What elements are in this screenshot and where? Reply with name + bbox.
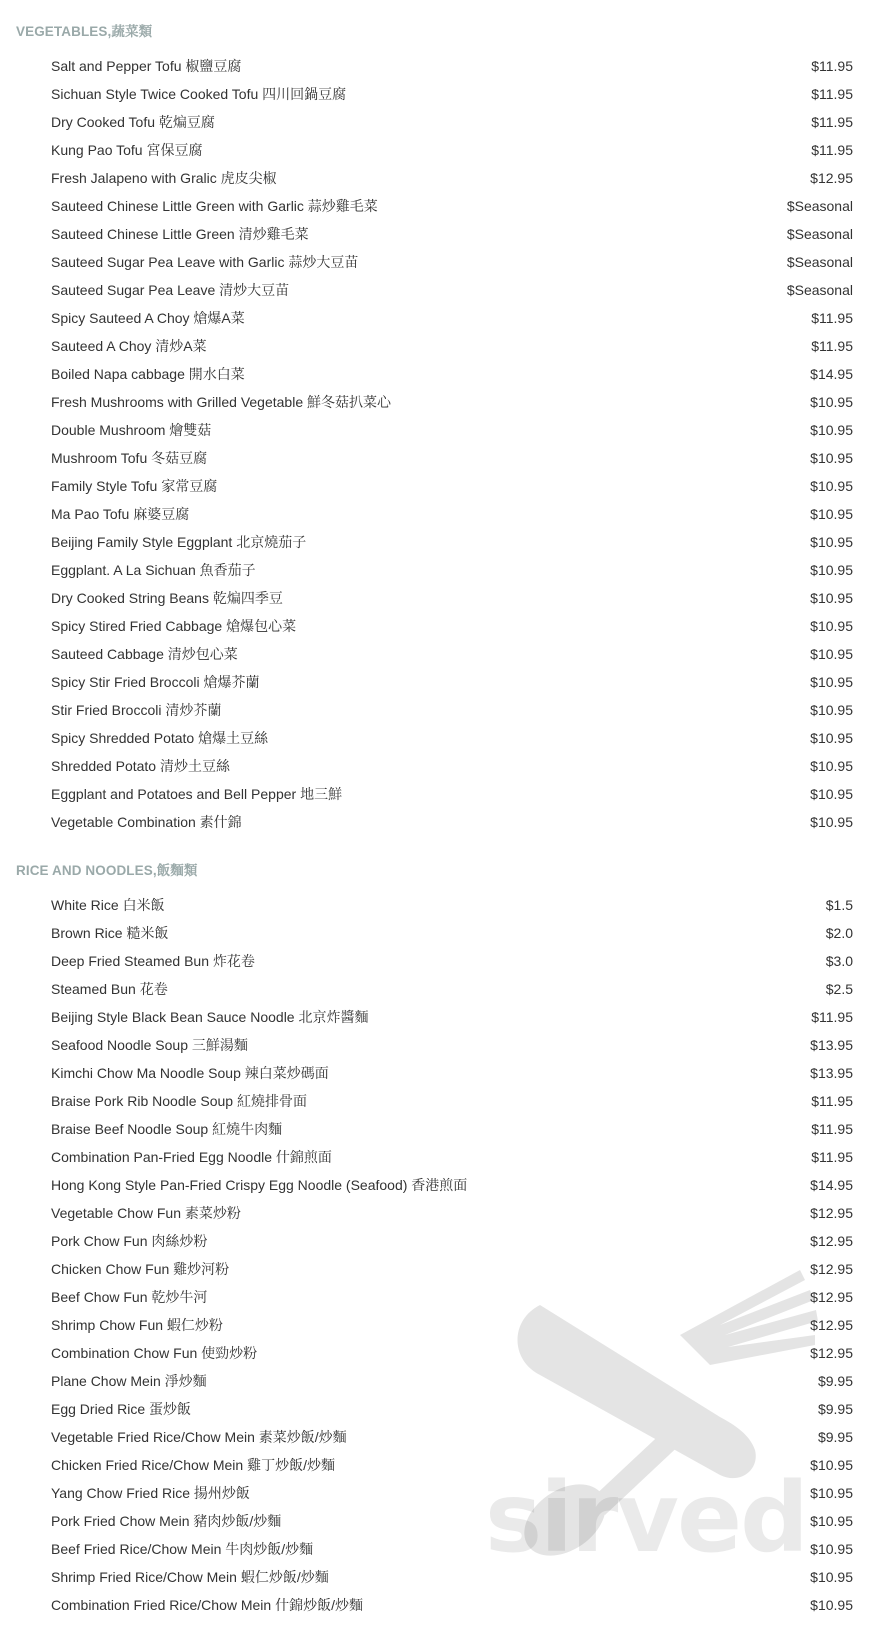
menu-item <box>0 1227 875 1255</box>
menu-item-name: Double Mushroom 燴雙菇 <box>51 422 212 438</box>
menu-item-name: Sauteed Sugar Pea Leave 清炒大豆苗 <box>51 282 290 298</box>
menu-item-price: $10.95 <box>810 674 853 690</box>
menu-item-name: Steamed Bun 花卷 <box>51 981 168 997</box>
menu-item-name: Plane Chow Mein 淨炒麵 <box>51 1373 207 1389</box>
menu-item-price: $10.95 <box>810 562 853 578</box>
menu-item <box>0 1143 875 1171</box>
menu-item-name: Beef Chow Fun 乾炒牛河 <box>51 1289 208 1305</box>
menu-item <box>0 388 875 416</box>
menu-item-name: Sichuan Style Twice Cooked Tofu 四川回鍋豆腐 <box>51 86 347 102</box>
menu-item <box>0 1339 875 1367</box>
menu-item <box>0 640 875 668</box>
menu-item <box>0 416 875 444</box>
menu-item <box>0 556 875 584</box>
menu-item-price: $12.95 <box>810 1317 853 1333</box>
menu-item <box>0 472 875 500</box>
menu-item-name: Spicy Stired Fried Cabbage 熗爆包心菜 <box>51 618 297 634</box>
menu-item <box>0 696 875 724</box>
menu-item <box>0 1591 875 1619</box>
menu-item <box>0 752 875 780</box>
menu-item-price: $10.95 <box>810 814 853 830</box>
menu-item <box>0 276 875 304</box>
menu-item-price: $13.95 <box>810 1037 853 1053</box>
menu-item-name: Braise Pork Rib Noodle Soup 紅燒排骨面 <box>51 1093 307 1109</box>
menu-item-price: $11.95 <box>811 142 853 158</box>
menu-item-price: $Seasonal <box>786 254 853 270</box>
menu-item <box>0 248 875 276</box>
menu-item <box>0 808 875 836</box>
menu-item-price: $10.95 <box>810 618 853 634</box>
menu-item-name: Spicy Stir Fried Broccoli 熗爆芥蘭 <box>51 674 260 690</box>
menu-item-name: Brown Rice 糙米飯 <box>51 925 169 941</box>
menu-item <box>0 164 875 192</box>
menu-item-name: Sauteed Chinese Little Green with Garlic 蒜炒雞毛菜 <box>51 198 378 214</box>
menu-item-name: Sauteed Cabbage 清炒包心菜 <box>51 646 238 662</box>
menu-item <box>0 947 875 975</box>
menu-item <box>0 919 875 947</box>
menu-item-price: $2.0 <box>825 925 853 941</box>
menu-item <box>0 220 875 248</box>
menu-item <box>0 332 875 360</box>
menu-item-name: Eggplant and Potatoes and Bell Pepper 地三鮮 <box>51 786 343 802</box>
menu-item <box>0 1479 875 1507</box>
menu-item <box>0 1003 875 1031</box>
menu-item <box>0 1059 875 1087</box>
menu-item-name: Sauteed Chinese Little Green 清炒雞毛菜 <box>51 226 309 242</box>
menu-item-name: Kung Pao Tofu 宮保豆腐 <box>51 142 203 158</box>
menu-item-price: $10.95 <box>810 702 853 718</box>
menu-item-price: $9.95 <box>817 1401 853 1417</box>
menu-item <box>0 500 875 528</box>
menu-item <box>0 612 875 640</box>
menu-item <box>0 584 875 612</box>
menu-item <box>0 136 875 164</box>
menu-item-name: Boiled Napa cabbage 開水白菜 <box>51 366 245 382</box>
menu-item-name: Combination Fried Rice/Chow Mein 什錦炒飯/炒麵 <box>51 1597 363 1613</box>
menu-item <box>0 1031 875 1059</box>
menu-item-name: Sauteed A Choy 清炒A菜 <box>51 338 207 354</box>
menu-item-name: Combination Pan-Fried Egg Noodle 什錦煎面 <box>51 1149 332 1165</box>
menu-item-price: $10.95 <box>810 394 853 410</box>
menu-item-price: $9.95 <box>817 1429 853 1445</box>
menu-item-name: Pork Fried Chow Mein 豬肉炒飯/炒麵 <box>51 1513 282 1529</box>
menu-item-price: $12.95 <box>810 1233 853 1249</box>
menu-item-name: Yang Chow Fried Rice 揚州炒飯 <box>51 1485 250 1501</box>
menu-item-name: Shrimp Fried Rice/Chow Mein 蝦仁炒飯/炒麵 <box>51 1569 329 1585</box>
menu-item <box>0 1311 875 1339</box>
menu-item-name: Eggplant. A La Sichuan 魚香茄子 <box>51 562 256 578</box>
menu-item-price: $10.95 <box>810 478 853 494</box>
menu-item-name: Dry Cooked String Beans 乾煸四季豆 <box>51 590 283 606</box>
menu-item-name: Shredded Potato 清炒土豆絲 <box>51 758 230 774</box>
menu-item-price: $1.5 <box>825 897 853 913</box>
menu-item-price: $10.95 <box>810 1457 853 1473</box>
menu-item-price: $11.95 <box>811 1009 853 1025</box>
menu-item-name: Beijing Style Black Bean Sauce Noodle 北京炸醬麵 <box>51 1009 369 1025</box>
menu-item-name: Family Style Tofu 家常豆腐 <box>51 478 218 494</box>
menu-item-name: Spicy Sauteed A Choy 熗爆A菜 <box>51 310 245 326</box>
menu-item <box>0 108 875 136</box>
menu-item <box>0 360 875 388</box>
menu-item-price: $11.95 <box>811 1121 853 1137</box>
menu-item <box>0 724 875 752</box>
menu-item-price: $10.95 <box>810 1569 853 1585</box>
menu-item-name: Spicy Shredded Potato 熗爆土豆絲 <box>51 730 269 746</box>
menu-item-name: Braise Beef Noodle Soup 紅燒牛肉麵 <box>51 1121 283 1137</box>
menu-item <box>0 80 875 108</box>
menu-item-price: $10.95 <box>810 534 853 550</box>
menu-item-price: $11.95 <box>811 1149 853 1165</box>
menu-item-name: White Rice 白米飯 <box>51 897 165 913</box>
menu-item-name: Pork Chow Fun 肉絲炒粉 <box>51 1233 208 1249</box>
menu-item <box>0 528 875 556</box>
menu-item-price: $10.95 <box>810 422 853 438</box>
section-items <box>0 52 875 836</box>
menu-item-name: Mushroom Tofu 冬菇豆腐 <box>51 450 208 466</box>
menu-item <box>0 891 875 919</box>
menu-item-price: $10.95 <box>810 1597 853 1613</box>
menu-item-price: $12.95 <box>810 1261 853 1277</box>
menu-item <box>0 1255 875 1283</box>
menu-item-name: Vegetable Fried Rice/Chow Mein 素菜炒飯/炒麵 <box>51 1429 347 1445</box>
menu-item-price: $12.95 <box>810 1205 853 1221</box>
menu-item <box>0 1283 875 1311</box>
menu-item-price: $10.95 <box>810 450 853 466</box>
menu-item-price: $11.95 <box>811 114 853 130</box>
menu-item-price: $2.5 <box>825 981 853 997</box>
menu-item-price: $11.95 <box>811 86 853 102</box>
watermark-text: sirved <box>485 1462 807 1574</box>
menu-item-name: Fresh Mushrooms with Grilled Vegetable 鮮冬菇扒菜心 <box>51 394 391 410</box>
menu-item-name: Chicken Fried Rice/Chow Mein 雞丁炒飯/炒麵 <box>51 1457 335 1473</box>
menu-item <box>0 668 875 696</box>
menu-item-price: $12.95 <box>810 1289 853 1305</box>
menu-item <box>0 1507 875 1535</box>
menu-item-price: $10.95 <box>810 506 853 522</box>
menu-item-name: Kimchi Chow Ma Noodle Soup 辣白菜炒碼面 <box>51 1065 329 1081</box>
menu-item-price: $11.95 <box>811 310 853 326</box>
menu-item-name: Beef Fried Rice/Chow Mein 牛肉炒飯/炒麵 <box>51 1541 314 1557</box>
menu-item-price: $10.95 <box>810 590 853 606</box>
menu-item-name: Ma Pao Tofu 麻婆豆腐 <box>51 506 190 522</box>
menu-item <box>0 444 875 472</box>
menu-item-price: $13.95 <box>810 1065 853 1081</box>
section-spacer <box>0 836 875 856</box>
menu-item-name: Salt and Pepper Tofu 椒鹽豆腐 <box>51 58 242 74</box>
menu-item <box>0 1367 875 1395</box>
menu-item <box>0 304 875 332</box>
menu-item-name: Vegetable Chow Fun 素菜炒粉 <box>51 1205 241 1221</box>
section-title: RICE AND NOODLES,飯麵類 <box>16 863 198 878</box>
section-vegetables <box>0 17 875 836</box>
menu-item-name: Egg Dried Rice 蛋炒飯 <box>51 1401 192 1417</box>
menu-item-price: $10.95 <box>810 1485 853 1501</box>
menu-item-price: $10.95 <box>810 1513 853 1529</box>
menu-item <box>0 1087 875 1115</box>
menu-item-name: Combination Chow Fun 使勁炒粉 <box>51 1345 258 1361</box>
menu-item-name: Chicken Chow Fun 雞炒河粉 <box>51 1261 230 1277</box>
menu-item <box>0 1563 875 1591</box>
menu-item-price: $11.95 <box>811 1093 853 1109</box>
section-items <box>0 891 875 1619</box>
menu-item <box>0 52 875 80</box>
menu-item <box>0 1395 875 1423</box>
menu-item-price: $11.95 <box>811 58 853 74</box>
menu-item <box>0 1451 875 1479</box>
menu-item <box>0 1115 875 1143</box>
menu-item-name: Seafood Noodle Soup 三鮮湯麵 <box>51 1037 248 1053</box>
menu-item-price: $10.95 <box>810 786 853 802</box>
menu-item-price: $3.0 <box>825 953 853 969</box>
menu-item-name: Deep Fried Steamed Bun 炸花卷 <box>51 953 255 969</box>
menu-item-price: $10.95 <box>810 758 853 774</box>
menu-item-name: Dry Cooked Tofu 乾煸豆腐 <box>51 114 215 130</box>
menu-item-price: $12.95 <box>810 1345 853 1361</box>
menu-item-price: $10.95 <box>810 1541 853 1557</box>
menu-item <box>0 1199 875 1227</box>
menu-item <box>0 1535 875 1563</box>
menu-item-price: $9.95 <box>817 1373 853 1389</box>
menu-item <box>0 1423 875 1451</box>
menu-item-price: $Seasonal <box>786 198 853 214</box>
menu-item-price: $10.95 <box>810 730 853 746</box>
menu-item <box>0 780 875 808</box>
menu-item-price: $10.95 <box>810 646 853 662</box>
menu-item-name: Beijing Family Style Eggplant 北京燒茄子 <box>51 534 307 550</box>
section-rice-and-noodles <box>0 856 875 1619</box>
menu-item-name: Stir Fried Broccoli 清炒芥蘭 <box>51 702 222 718</box>
menu-item-name: Fresh Jalapeno with Gralic 虎皮尖椒 <box>51 170 277 186</box>
menu-item-price: $Seasonal <box>786 226 853 242</box>
menu-item-name: Sauteed Sugar Pea Leave with Garlic 蒜炒大豆苗 <box>51 254 359 270</box>
menu-item <box>0 975 875 1003</box>
menu-item-name: Shrimp Chow Fun 蝦仁炒粉 <box>51 1317 223 1333</box>
menu-item-price: $14.95 <box>810 366 853 382</box>
menu-item <box>0 1171 875 1199</box>
menu-item-name: Vegetable Combination 素什錦 <box>51 814 242 830</box>
section-title: VEGETABLES,蔬菜類 <box>16 24 153 39</box>
menu-item-price: $14.95 <box>810 1177 853 1193</box>
menu-item <box>0 192 875 220</box>
menu-item-price: $11.95 <box>811 338 853 354</box>
menu-item-price: $12.95 <box>810 170 853 186</box>
menu-item-name: Hong Kong Style Pan-Fried Crispy Egg Noodle (Seafood) 香港煎面 <box>51 1177 468 1193</box>
menu-item-price: $Seasonal <box>786 282 853 298</box>
